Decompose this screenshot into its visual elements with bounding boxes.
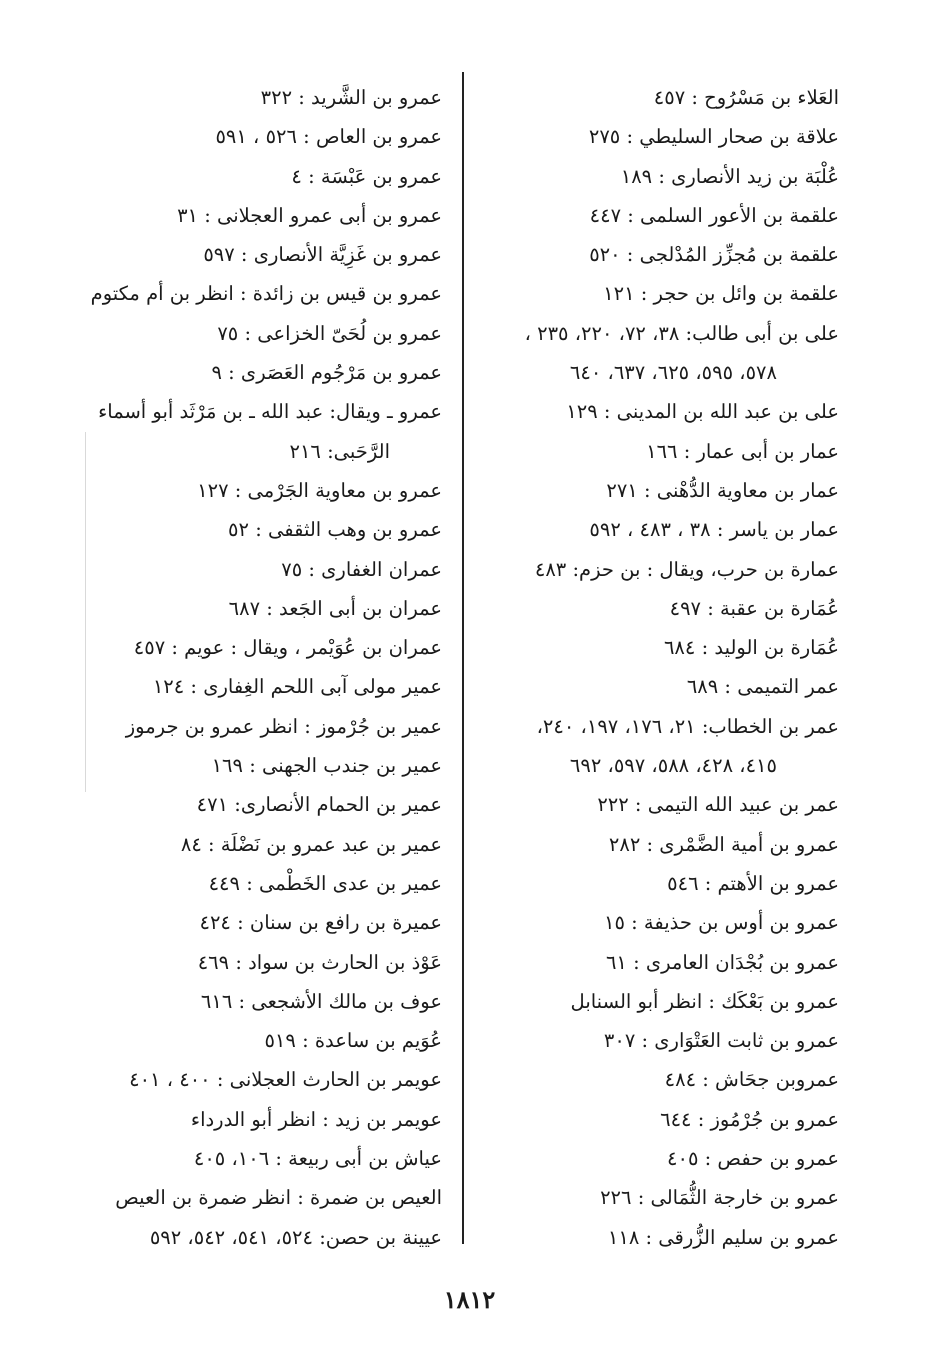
index-entry: عمير بن عبد عمرو بن نَضْلَة : ٨٤ — [180, 832, 442, 856]
index-entry: عمار بن معاوية الدُّهْنى : ٢٧١ — [606, 478, 839, 502]
index-entry: عمرو بن خارجة الثُّمَالى : ٢٢٦ — [600, 1186, 839, 1210]
index-entry: عمرو بن بُجْدَان العامرى : ٦١ — [605, 950, 839, 974]
index-entry: عمير بن جُرْموز : انظر عمرو بن جرموز — [125, 714, 442, 738]
index-entry: عمرو بن أبى عمرو العجلانى : ٣١ — [177, 203, 442, 227]
index-entry: عمرو بن جُرْمُوز : ٦٤٤ — [660, 1107, 839, 1131]
index-entry: عمروبن جحَاش : ٤٨٤ — [664, 1068, 839, 1092]
index-entry: عمير بن عدى الخَطْمى : ٤٤٩ — [208, 871, 442, 895]
index-entry: عمرو بن وهب الثقفى : ٥٢ — [228, 518, 442, 542]
index-entry: العيص بن ضمرة : انظر ضمرة بن العيص — [115, 1186, 442, 1210]
index-entry: على بن عبد الله بن المدينى : ١٢٩ — [566, 400, 839, 424]
column-divider — [462, 72, 464, 1244]
index-entry: عُلْبَة بن زيد الأنصارى : ١٨٩ — [620, 164, 839, 188]
index-entry: عُمَارة بن عقبة : ٤٩٧ — [669, 596, 839, 620]
index-entry: عمير مولى آبى اللحم الغِفارى : ١٢٤ — [152, 675, 442, 699]
index-entry: عمرو بن العاص : ٥٢٦ ، ٥٩١ — [215, 125, 442, 149]
index-entry: عميرة بن رافع بن سنان : ٤٢٤ — [199, 911, 442, 935]
index-entry: عويمر بن زيد : انظر أبو الدرداء — [190, 1107, 442, 1131]
index-entry: عمران بن عُوَيْمر ، ويقال : عويم : ٤٥٧ — [133, 636, 442, 660]
index-entry: عياش بن أبى ربيعة : ١٠٦، ٤٠٥ — [193, 1147, 442, 1171]
index-entry: عمار بن أبى عمار : ١٦٦ — [646, 439, 839, 463]
index-entry: عمرو بن أمية الضَّمْرى : ٢٨٢ — [608, 832, 839, 856]
index-entry: عمرو بن حفص : ٤٠٥ — [667, 1147, 839, 1171]
index-entry: عمرو بن معاوية الجَرْمى : ١٢٧ — [197, 478, 442, 502]
index-entry: عمر بن الخطاب: ٢١، ١٧٦، ١٩٧، ٢٤٠، — [536, 714, 839, 738]
index-entry: عيينة بن حصن: ٥٢٤، ٥٤١، ٥٤٢، ٥٩٢ — [149, 1225, 442, 1249]
index-entry: على بن أبى طالب: ٣٨، ٧٢، ٢٢٠، ٢٣٥ ، — [524, 321, 839, 345]
index-entry: علقمة بن مُجزِّز المُدْلجى : ٥٢٠ — [589, 243, 839, 267]
index-entry: عمرو بن أوس بن حذيفة : ١٥ — [603, 911, 839, 935]
index-entry: عويمر بن الحارث العجلانى : ٤٠٠ ، ٤٠١ — [129, 1068, 442, 1092]
index-entry: عمرو ـ ويقال: عبد الله ـ بن مَرْثَد أبو أسماء — [98, 400, 442, 424]
index-entry: علاقة بن صحار السليطي : ٢٧٥ — [588, 125, 839, 149]
index-entry: عمرو بن الأهتم : ٥٤٦ — [667, 871, 839, 895]
index-entry-continuation: ٥٧٨، ٥٩٥، ٦٢٥، ٦٣٧، ٦٤٠ — [569, 361, 777, 385]
index-entry: عمرو بن مَرْجُوم العَصَرى : ٩ — [211, 361, 442, 385]
left-column — [90, 78, 442, 1257]
index-entry-continuation: ٤١٥، ٤٢٨، ٥٨٨، ٥٩٧، ٦٩٢ — [569, 754, 777, 778]
index-entry: عمرو بن سليم الزُّرقى : ١١٨ — [607, 1225, 839, 1249]
index-entry: عمر التميمى : ٦٨٩ — [686, 675, 839, 699]
index-entry: العَلاء بن مَسْرُوح : ٤٥٧ — [653, 86, 839, 109]
index-entry: علقمة بن وائل بن حجر : ١٢١ — [603, 282, 839, 306]
index-entry: عمار بن ياسر : ٣٨ ، ٤٨٣ ، ٥٩٢ — [589, 518, 839, 542]
index-entry: عمرو بن عَبْسَة : ٤ — [291, 164, 442, 188]
index-entry: عمرو بن قيس بن زائدة : انظر بن أم مكتوم — [90, 282, 442, 306]
right-column — [479, 78, 839, 1257]
index-entry: عُوَيم بن ساعدة : ٥١٩ — [264, 1029, 442, 1053]
index-entry: عمرو بن الشَّريد : ٣٢٢ — [260, 86, 442, 109]
index-entry: عمير بن الحمام الأنصارى: ٤٧١ — [196, 793, 442, 817]
index-entry: عمرو بن غَزِيَّة الأنصارى : ٥٩٧ — [203, 243, 442, 267]
index-entry: عمرو بن ثابت العَتْوَارى : ٣٠٧ — [603, 1029, 839, 1053]
margin-rule — [85, 432, 86, 792]
index-entry-continuation: الرَّحَبى: ٢١٦ — [289, 439, 390, 463]
index-entry: عَوْذ بن الحارث بن سواد : ٤٦٩ — [197, 950, 442, 974]
index-entry: عمارة بن حرب، ويقال : بن حزم: ٤٨٣ — [534, 557, 839, 581]
index-entry: عمير بن جندب الجهنى : ١٦٩ — [211, 754, 442, 778]
index-entry: عُمَارة بن الوليد : ٦٨٤ — [663, 636, 839, 660]
index-entry: علقمة بن الأعور السلمى : ٤٤٧ — [589, 203, 839, 227]
index-entry: عمرو بن بَعْكَك : انظر أبو السنابل — [570, 989, 839, 1013]
index-entry: عمر بن عبيد الله التيمى : ٢٢٢ — [597, 793, 839, 817]
index-entry: عمران الغفارى : ٧٥ — [281, 557, 442, 581]
index-entry: عمرو بن لُحَىّ الخزاعى : ٧٥ — [217, 321, 442, 345]
index-entry: عوف بن مالك الأشجعى : ٦١٦ — [200, 989, 442, 1013]
page-number: ١٨١٢ — [443, 1285, 496, 1314]
index-entry: عمران بن أبى الجَعد : ٦٨٧ — [228, 596, 442, 620]
